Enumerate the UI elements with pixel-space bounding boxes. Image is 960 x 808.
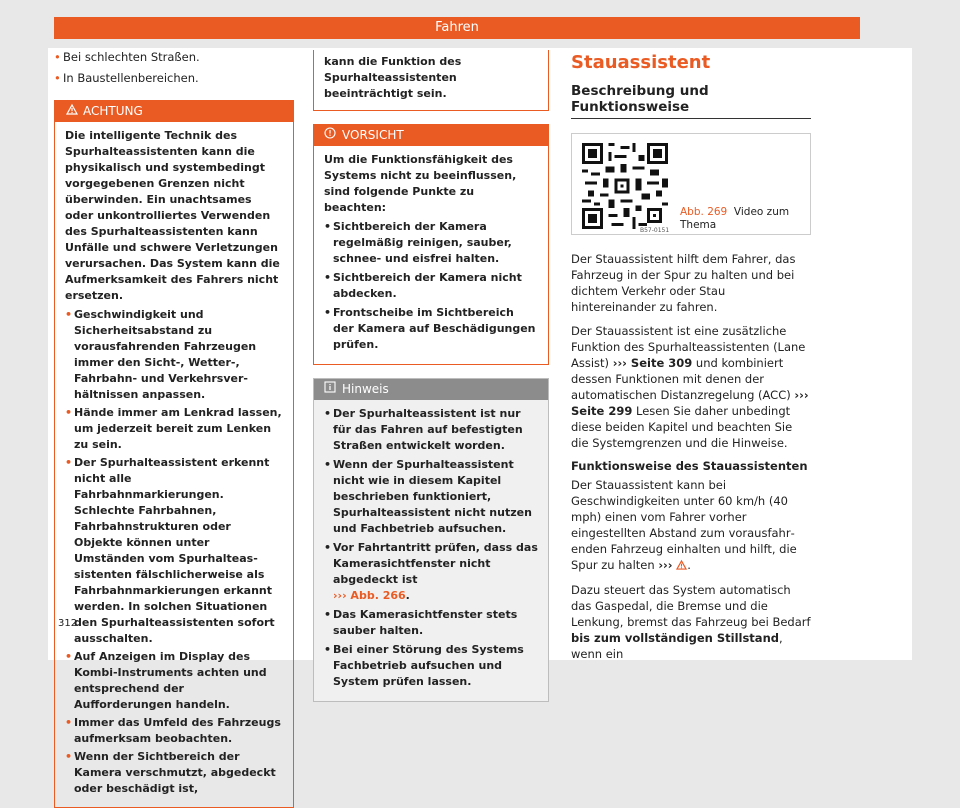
figure [571, 133, 811, 235]
subheading: Funktionsweise des Stauassistenten [571, 459, 808, 473]
paragraph-text: Der Stauassistent kann bei Geschwindigkeiten unter 60 km/h (40 mph) einen vom Fahrer vorher eingestellten Abstand zum vorausfahrenden Fahrzeug einhalten und hilft, die Spur zu halten [571, 478, 797, 572]
paragraph-text: Dazu steuert das System automatisch das Gaspedal, die Bremse und die Lenkung, bremst das Fahrzeug bei Bedarf [571, 583, 811, 629]
section-subtitle: Beschreibung und Funktionsweise [571, 83, 811, 119]
note-title: Hinweis [342, 382, 389, 396]
list-item: • Der Spurhalteassistent erkennt nicht alle Fahrbahnmarkierungen. Schlechte Fahrbahnen, Fahrbahnstrukturen oder Objekte können unter Umständen vom Spurhalteassistenten fälschlicherweise als Fahrbahnmarkierungen erkannt werden. In solchen Situationen den Spurhalteassistenten sofort ausschalten. [65, 455, 283, 647]
caution-circle-icon [324, 125, 338, 146]
page-link[interactable]: ››› Seite 309 [612, 356, 693, 370]
list-item: • Immer das Umfeld des Fahrzeugs aufmerksam beobachten. [65, 715, 283, 747]
paragraph [571, 582, 811, 662]
note-box [313, 378, 549, 702]
note-body [314, 400, 548, 701]
caution-box [313, 124, 549, 365]
list-item: • Frontscheibe im Sichtbereich der Kamera auf Beschädigungen prüfen. [324, 305, 538, 353]
paragraph [571, 323, 811, 451]
list-item: • In Baustellenbereichen. [54, 71, 294, 86]
qr-code[interactable] [582, 143, 668, 229]
list-item: • Hände immer am Lenkrad lassen, um jederzeit bereit zum Lenken zu sein. [65, 405, 283, 453]
column-2 [313, 50, 549, 702]
note-item-text: Vor Fahrtantritt prüfen, dass das Kamerasichtfenster nicht abgedeckt ist [333, 541, 538, 586]
paragraph: Der Stauassistent hilft dem Fahrer, das Fahrzeug in der Spur zu halten und bei dichtem Verkehr oder Stau hintereinander zu fahren. [571, 252, 796, 314]
list-item: • Geschwindigkeit und Sicherheitsabstand zu vorausfahrenden Fahrzeugen immer den Sicht-, Wetter-, Fahrbahn- und Verkehrsverhältnissen anpassen. [65, 307, 283, 403]
bold-text: bis zum vollständigen Stillstand [571, 631, 779, 645]
warning-title: ACHTUNG [83, 104, 143, 118]
warning-body [55, 122, 293, 807]
list-item: • Vor Fahrtantritt prüfen, dass das Kamerasichtfenster nicht abgedeckt ist ››› Abb. 266. [324, 540, 538, 604]
figure-caption [680, 206, 800, 232]
info-icon [324, 379, 338, 400]
paragraph-text: Der Stauassistent ist eine zusätzliche Funktion des Spurhalteassistenten (Lane Assist) [571, 324, 806, 370]
section-title: Stauassistent [571, 52, 711, 73]
list-item: • Wenn der Spurhalteassistent nicht wie in diesem Kapitel beschrieben funktioniert, Spurhalteassistent nicht nutzen und Fachbetrieb aufsuchen. [324, 457, 538, 537]
caution-body [314, 146, 548, 364]
list-item: • Sichtbereich der Kamera regelmäßig reinigen, sauber, schnee- und eisfrei halten. [324, 219, 538, 267]
page-header: Fahren [54, 17, 860, 39]
column-3 [571, 50, 811, 662]
warning-box [54, 100, 294, 808]
caution-intro: Um die Funktionsfähigkeit des Systems nicht zu beeinflussen, sind folgende Punkte zu beachten: [324, 153, 517, 214]
list-item: • Bei einer Störung des Systems Fachbetrieb aufsuchen und System prüfen lassen. [324, 642, 538, 690]
paragraph-text: Lesen Sie daher unbedingt diese beiden Kapitel und beachten Sie die Systemgrenzen und die Hinweise. [571, 404, 793, 450]
warning-continued: kann die Funktion des Spurhalteassistenten beeinträchtigt sein. [313, 50, 549, 111]
warning-header [55, 101, 293, 122]
caution-header [314, 125, 548, 146]
paragraph-text: und kombiniert dessen Funktionen mit denen der automatischen Distanzregelung (ACC) [571, 356, 791, 402]
list-item: • Auf Anzeigen im Display des Kombi-Instruments achten und entsprechend der Aufforderungen handeln. [65, 649, 283, 713]
warning-triangle-icon [65, 101, 79, 122]
column-1 [54, 50, 294, 808]
list-item: • Sichtbereich der Kamera nicht abdecken. [324, 270, 538, 302]
caution-title: VORSICHT [342, 128, 404, 142]
figure-number: Abb. 269 [680, 206, 728, 218]
page-link[interactable]: ››› Seite 299 [571, 388, 809, 418]
warning-triangle-icon[interactable] [676, 558, 687, 574]
list-item: • Bei schlechten Straßen. [54, 50, 294, 65]
warning-link[interactable]: ››› [658, 558, 673, 572]
note-header [314, 379, 548, 400]
list-item: • Das Kamerasichtfenster stets sauber halten. [324, 607, 538, 639]
page-number: 312 [58, 618, 78, 629]
figure-caption-text: Video zum Thema [680, 206, 790, 231]
paragraph: Der Stauassistent kann bei Geschwindigkeiten unter 60 km/h (40 mph) einen vom Fahrer vorher eingestellten Abstand zum vorausfahrenden Fahrzeug einhalten und hilft, die Spur zu halten ››› . [571, 478, 797, 572]
list-item: • Wenn der Sichtbereich der Kamera verschmutzt, abgedeckt oder beschädigt ist, [65, 749, 283, 797]
figure-link[interactable]: ››› Abb. 266 [333, 589, 406, 602]
list-item: • Der Spurhalteassistent ist nur für das Fahren auf befestigten Straßen entwickelt worden. [324, 406, 538, 454]
warning-intro: Die intelligente Technik des Spurhalteassistenten kann die physikalisch und systembedingt vorgegebenen Grenzen nicht überwinden. Ein unachtsames oder unkontrolliertes Verwenden des Spurhalteassistenten kann Unfälle und schwere Verletzungen verursachen. Das System kann die Aufmerksamkeit des Fahrers nicht ersetzen. [65, 129, 280, 302]
figure-id: B57-0151 [640, 227, 670, 234]
paragraph-text: , wenn ein [571, 631, 783, 661]
